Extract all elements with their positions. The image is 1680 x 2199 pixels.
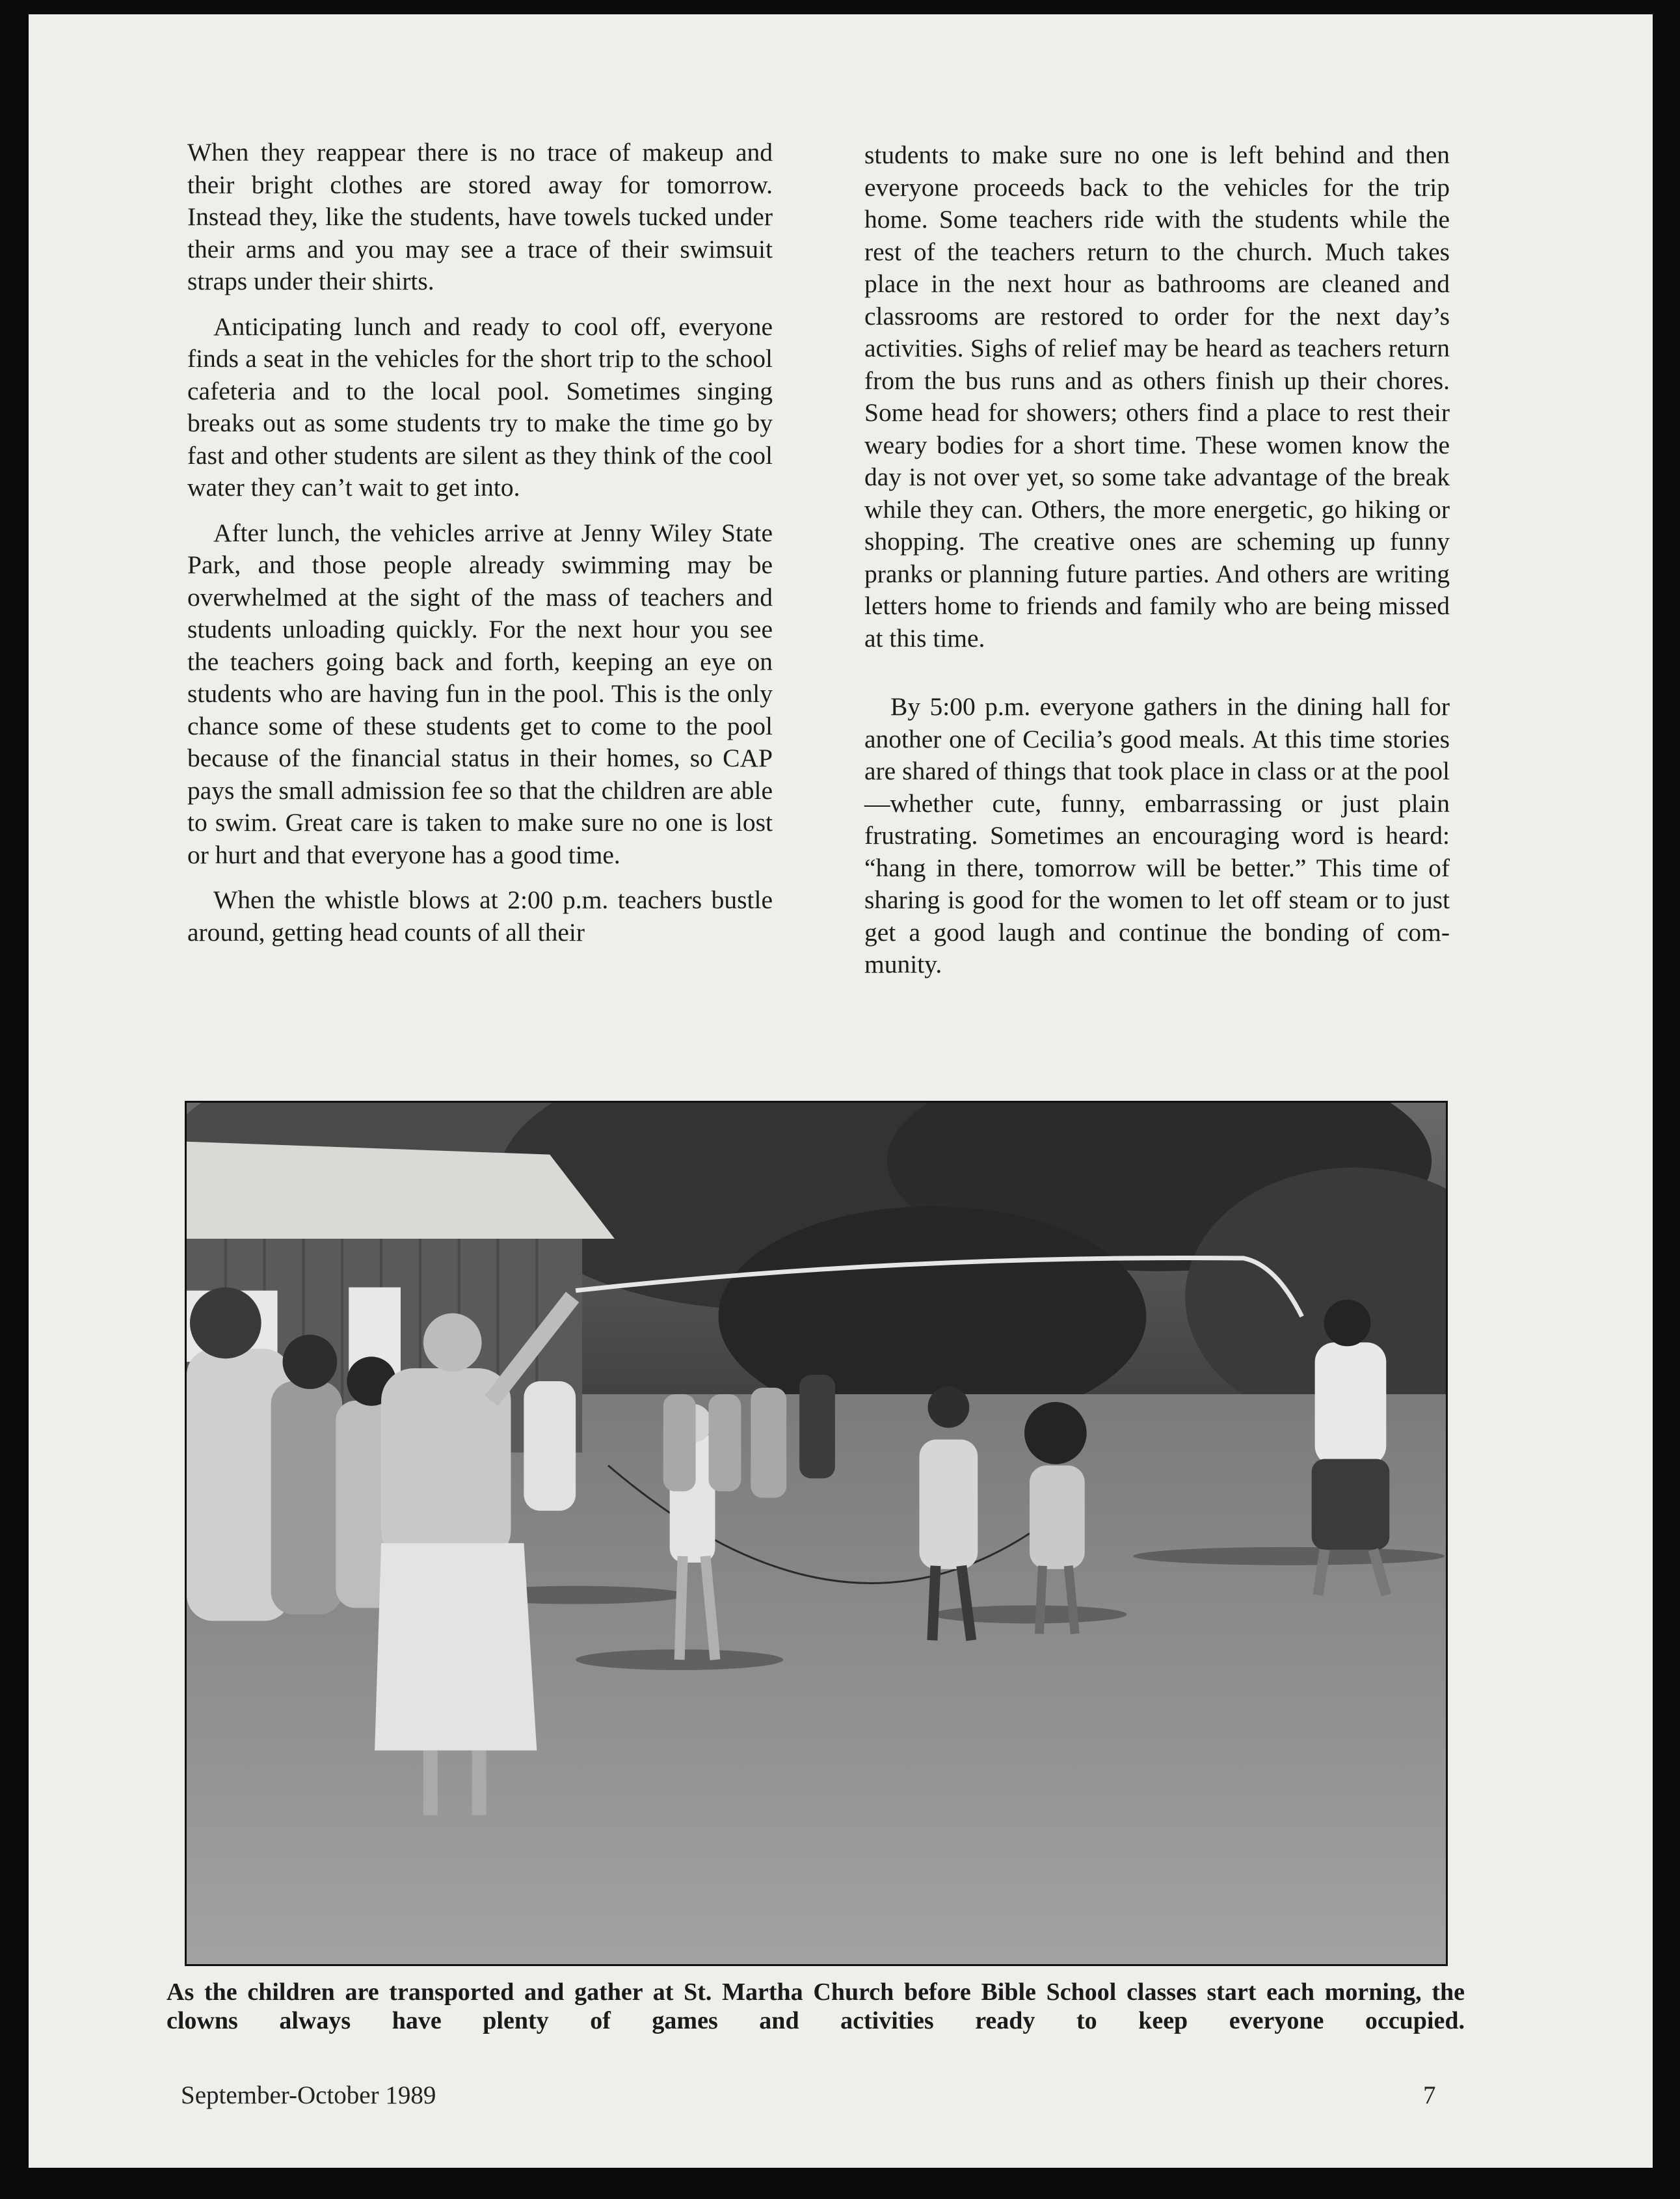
paragraph: By 5:00 p.m. everyone gathers in the dining hall for another one of Cecilia’s good meals. At this time stories are shared of things that took place in class or at the pool—whether cute, funny, embarrassing or just plain frustrating. Sometimes an encouraging word is heard: “hang in there, tomorrow will be better.” This time of sharing is good for the women to let off steam or to just get a good laugh and continue the bonding of community. xyxy=(864,692,1450,978)
page-number: 7 xyxy=(1423,2081,1436,2109)
building-roof xyxy=(187,1142,615,1239)
paragraph: students to make sure no one is left behind and then everyone proceeds back to the vehicles for the trip home. Some teachers ride with the students while the rest of the teachers return to the church. Much takes place in the next hour as bathrooms are cleaned and classrooms are restored to order for the next day’s activities. Sighs of relief may be heard as teachers return from the bus runs and as others finish up their chores. Some head for showers; others find a place to rest their weary bodies for a short time. These women know the day is not over yet, so some take advantage of the break while they can. Others, the more energetic, go hiking or shopping. The creative ones are scheming up funny pranks or planning future parties. And others are writing letters home to friends and family who are being missed at this time. xyxy=(864,141,1450,653)
jump-rope-photo xyxy=(185,1101,1448,1966)
article-left-column xyxy=(187,137,773,962)
paragraph: When they reappear there is no trace of makeup and their bright clothes are stored away for tomorrow. Instead they, like the students, have towels tucked under their arms and you may see a trace of their swimsuit straps under their shirts. xyxy=(187,138,773,295)
photo-illustration xyxy=(187,1103,1446,1964)
photo-caption: As the children are transported and gather at St. Martha Church before Bible School classes start each morning, the clowns always have plenty of games and activities ready to keep everyone occupied. xyxy=(167,1978,1465,2034)
paragraph: After lunch, the vehicles arrive at Jenny Wiley State Park, and those people already swimming may be overwhelmed at the sight of the mass of teachers and students unloading quickly. For the next hour you see the teachers going back and forth, keeping an eye on students who are having fun in the pool. This is the only chance some of these students get to come to the pool because of the financial status in their homes, so CAP pays the small admission fee so that the children are able to swim. Great care is taken to make sure no one is lost or hurt and that everyone has a good time. xyxy=(187,518,773,869)
issue-date: September-October 1989 xyxy=(181,2081,436,2109)
paragraph: Anticipating lunch and ready to cool off, everyone finds a seat in the vehicles for the short trip to the school cafeteria and to the local pool. Sometimes singing breaks out as some students try to make the time go by fast and other students are silent as they think of the cool water they can’t wait to get into. xyxy=(187,312,773,502)
article-right-column xyxy=(864,139,1450,994)
paragraph: When the whistle blows at 2:00 p.m. teachers bustle around, getting head counts of all their xyxy=(187,885,773,947)
